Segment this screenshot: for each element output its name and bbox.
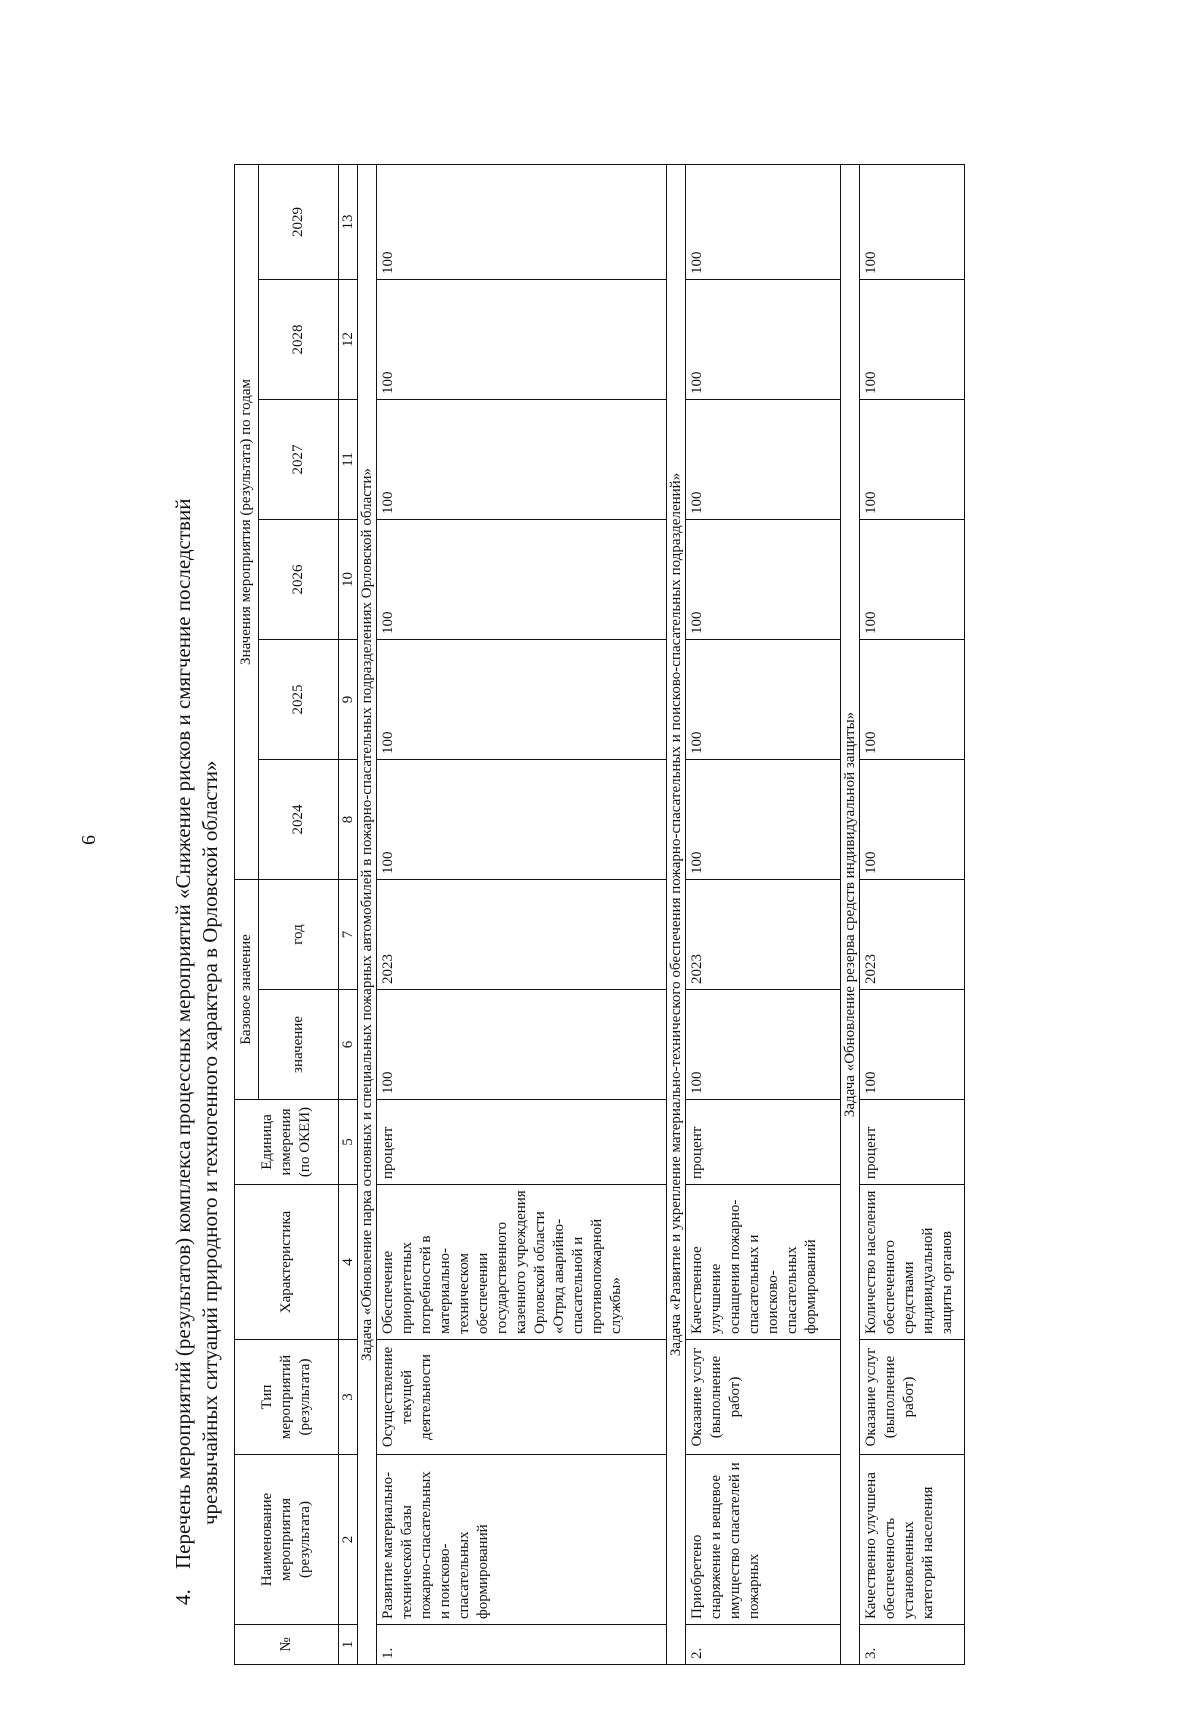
header-base: Базовое значение (235, 879, 259, 1099)
task-row (841, 164, 860, 1664)
header-year-2026: 2026 (259, 519, 339, 639)
header-base-value: значение (259, 990, 339, 1100)
row-value-2025: 100 (686, 639, 841, 759)
row-value-2024: 100 (377, 759, 667, 879)
measures-table (234, 164, 965, 1665)
document-title (170, 305, 224, 1605)
row-base-value: 100 (686, 990, 841, 1100)
row-value-2024: 100 (686, 759, 841, 879)
row-value-2026: 100 (860, 519, 965, 639)
column-number: 13 (339, 164, 358, 279)
row-value-2029: 100 (860, 164, 965, 279)
header-year-2029: 2029 (259, 164, 339, 279)
row-value-2029: 100 (686, 164, 841, 279)
row-value-2027: 100 (377, 399, 667, 519)
rotated-content (170, 125, 965, 1665)
column-number: 5 (339, 1100, 358, 1185)
row-value-2028: 100 (377, 279, 667, 399)
header-year-2028: 2028 (259, 279, 339, 399)
row-value-2027: 100 (860, 399, 965, 519)
task-title: Задача «Обновление парка основных и специальных пожарных автомобилей в пожарно-спасательных подразделениях Орловской области» (358, 164, 377, 1664)
column-number: 6 (339, 990, 358, 1100)
header-num: № (235, 1625, 339, 1665)
row-value-2027: 100 (686, 399, 841, 519)
column-number: 8 (339, 759, 358, 879)
column-number: 4 (339, 1185, 358, 1340)
title-line-2: чрезвычайных ситуаций природного и техногенного характера в Орловской области» (198, 760, 222, 1525)
task-row (667, 164, 686, 1664)
row-num: 1. (377, 1625, 667, 1665)
title-line-1: Перечень мероприятий (результатов) комплекса процессных мероприятий «Снижение рисков и смягчение последствий (171, 498, 195, 1569)
column-number: 10 (339, 519, 358, 639)
row-name: Развитие материально-технической базы пожарно-спасательных и поисково-спасательных формирований (377, 1455, 667, 1625)
header-year-2024: 2024 (259, 759, 339, 879)
row-name: Качественно улучшена обеспеченность установленных категорий населения (860, 1455, 965, 1625)
task-title: Задача «Развитие и укрепление материально-технического обеспечения пожарно-спасательных и поисково-спасательных подразделений» (667, 164, 686, 1664)
row-base-year: 2023 (860, 879, 965, 989)
row-base-year: 2023 (686, 879, 841, 989)
column-number: 3 (339, 1340, 358, 1455)
row-characteristic: Качественное улучшение оснащения пожарно-спасательных и поисково-спасательных формирований (686, 1185, 841, 1340)
header-characteristic: Характеристика (235, 1185, 339, 1340)
header-base-year: год (259, 879, 339, 989)
row-type: Оказание услуг (выполнение работ) (686, 1340, 841, 1455)
table-row (686, 164, 841, 1664)
column-number: 1 (339, 1625, 358, 1665)
column-number: 9 (339, 639, 358, 759)
row-unit: процент (860, 1100, 965, 1185)
row-value-2026: 100 (686, 519, 841, 639)
table-row (377, 164, 667, 1664)
row-value-2024: 100 (860, 759, 965, 879)
table-row (860, 164, 965, 1664)
row-value-2026: 100 (377, 519, 667, 639)
row-unit: процент (377, 1100, 667, 1185)
page-number: 6 (78, 835, 100, 845)
task-row (358, 164, 377, 1664)
header-year-2025: 2025 (259, 639, 339, 759)
row-num: 2. (686, 1625, 841, 1665)
row-type: Оказание услуг (выполнение работ) (860, 1340, 965, 1455)
header-year-2027: 2027 (259, 399, 339, 519)
column-number: 7 (339, 879, 358, 989)
row-base-value: 100 (860, 990, 965, 1100)
column-number: 12 (339, 279, 358, 399)
row-value-2028: 100 (686, 279, 841, 399)
row-value-2025: 100 (377, 639, 667, 759)
title-number: 4. (171, 1589, 195, 1605)
row-type: Осуществление текущей деятельности (377, 1340, 667, 1455)
row-base-value: 100 (377, 990, 667, 1100)
header-name: Наименование мероприятия (результата) (235, 1455, 339, 1625)
row-value-2028: 100 (860, 279, 965, 399)
row-characteristic: Количество населения обеспеченного средствами индивидуальной защиты органов (860, 1185, 965, 1340)
row-name: Приобретено снаряжение и вещевое имущество спасателей и пожарных (686, 1455, 841, 1625)
row-value-2029: 100 (377, 164, 667, 279)
header-years-group: Значения мероприятия (результата) по годам (235, 164, 259, 879)
row-characteristic: Обеспечение приоритетных потребностей в материально-техническом обеспечении государственного казенного учреждения Орловской области «Отряд аварийно-спасательной и противопожарной службы» (377, 1185, 667, 1340)
column-number: 11 (339, 399, 358, 519)
row-num: 3. (860, 1625, 965, 1665)
header-type: Тип мероприятий (результата) (235, 1340, 339, 1455)
row-unit: процент (686, 1100, 841, 1185)
row-value-2025: 100 (860, 639, 965, 759)
header-unit: Единица измерения (по ОКЕИ) (235, 1100, 339, 1185)
task-title: Задача «Обновление резерва средств индивидуальной защиты» (841, 164, 860, 1664)
column-number-row (339, 164, 358, 1664)
row-base-year: 2023 (377, 879, 667, 989)
column-number: 2 (339, 1455, 358, 1625)
